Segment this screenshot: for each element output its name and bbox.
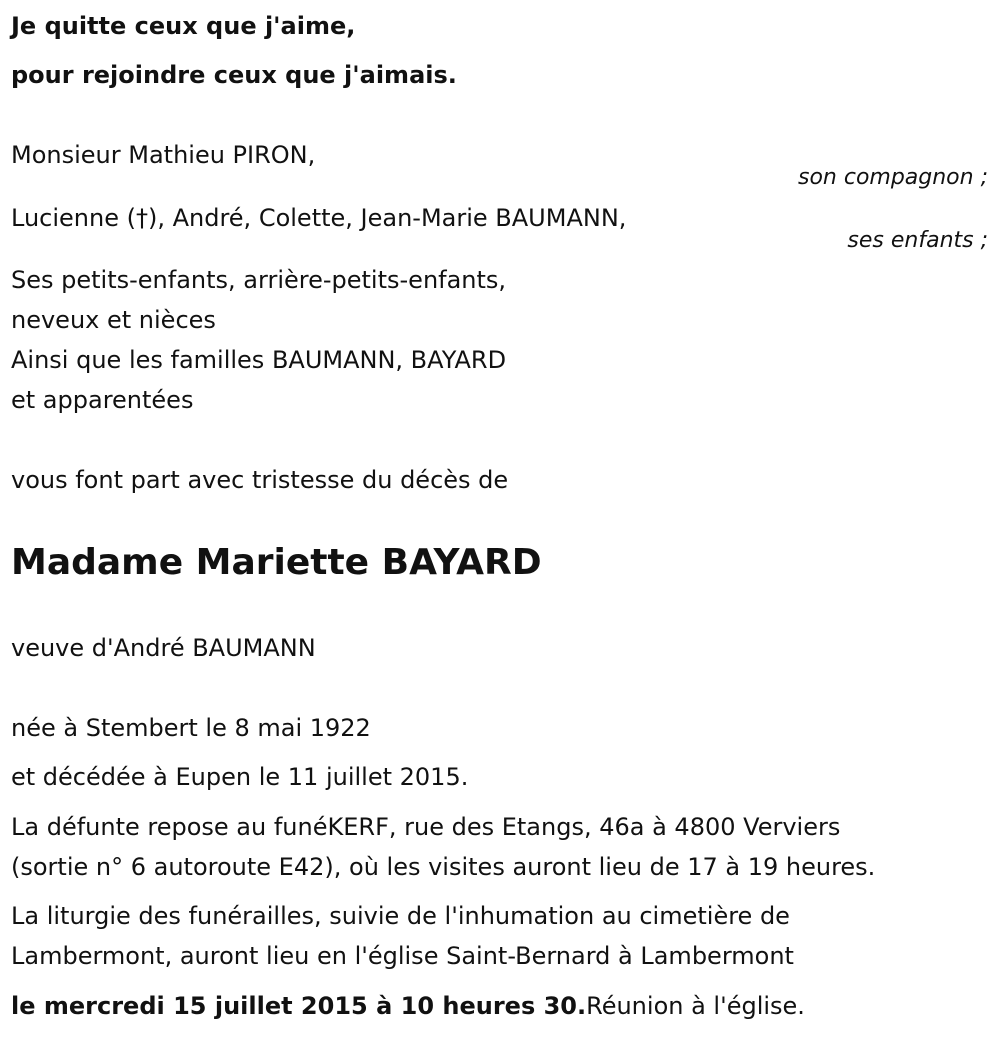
epitaph-line-1: Je quitte ceux que j'aime, bbox=[11, 12, 356, 40]
cross-icon: † bbox=[135, 204, 148, 232]
others-line-1: Ses petits-enfants, arrière-petits-enfants, bbox=[11, 266, 507, 294]
meeting-note: Réunion à l'église. bbox=[586, 992, 805, 1020]
announcement: vous font part avec tristesse du décès de bbox=[11, 466, 509, 494]
children-role: ses enfants ; bbox=[847, 228, 988, 253]
widow-of: veuve d'André BAUMANN bbox=[11, 634, 316, 662]
ceremony-date: le mercredi 15 juillet 2015 à 10 heures 30. bbox=[11, 992, 587, 1020]
liturgy-line-1: La liturgie des funérailles, suivie de l'inhumation au cimetière de bbox=[11, 902, 790, 930]
liturgy-line-2: Lambermont, auront lieu en l'église Saint-Bernard à Lambermont bbox=[11, 942, 794, 970]
children-name-suffix: ), André, Colette, Jean-Marie BAUMANN, bbox=[147, 204, 627, 232]
children-name-prefix: Lucienne ( bbox=[11, 204, 136, 232]
others-line-3: Ainsi que les familles BAUMANN, BAYARD bbox=[11, 346, 507, 374]
death-line: et décédée à Eupen le 11 juillet 2015. bbox=[11, 763, 469, 791]
partner-role: son compagnon ; bbox=[797, 165, 988, 190]
children-names bbox=[11, 203, 626, 233]
others-line-4: et apparentées bbox=[11, 386, 194, 414]
rest-line-1: La défunte repose au funéKERF, rue des Etangs, 46a à 4800 Verviers bbox=[11, 813, 841, 841]
birth-line: née à Stembert le 8 mai 1922 bbox=[11, 714, 371, 742]
ceremony-line bbox=[11, 991, 805, 1021]
partner-name: Monsieur Mathieu PIRON, bbox=[11, 141, 316, 169]
epitaph-line-2: pour rejoindre ceux que j'aimais. bbox=[11, 61, 457, 89]
deceased-name: Madame Mariette BAYARD bbox=[11, 542, 542, 583]
rest-line-2: (sortie n° 6 autoroute E42), où les visites auront lieu de 17 à 19 heures. bbox=[11, 853, 876, 881]
others-line-2: neveux et nièces bbox=[11, 306, 216, 334]
